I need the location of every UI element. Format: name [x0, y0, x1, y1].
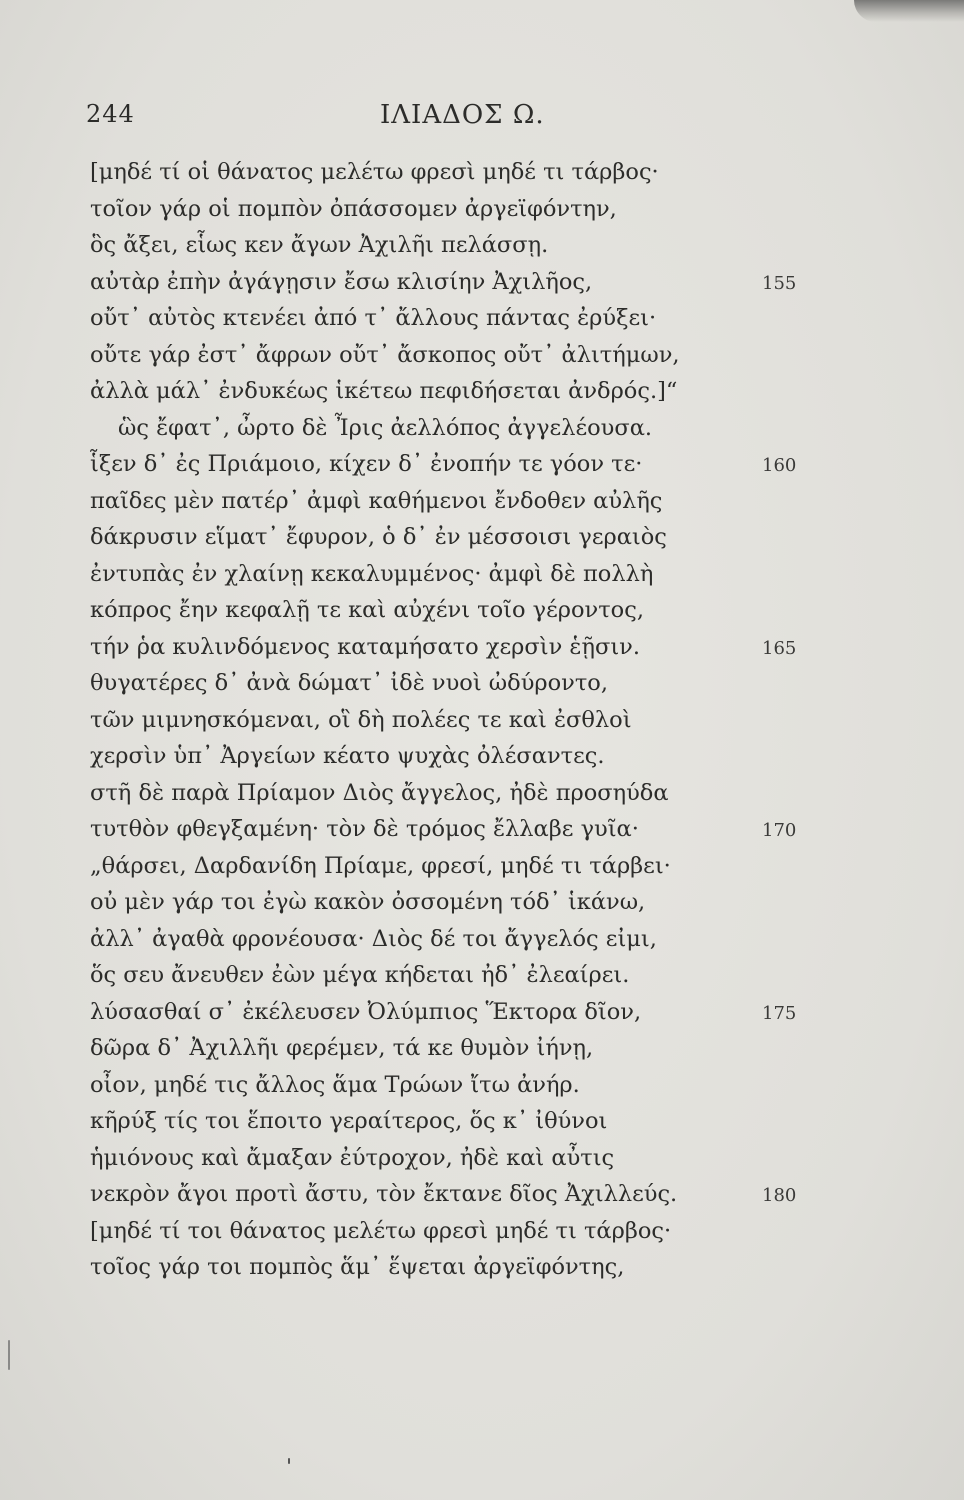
verse-line-text: ὅς σευ ἄνευθεν ἐὼν μέγα κήδεται ἠδ᾽ ἐλεαίρει.	[90, 962, 630, 988]
verse-line-text: στῆ δὲ παρὰ Πρίαμον Διὸς ἄγγελος, ἠδὲ προσηύδα	[90, 779, 669, 806]
line-number: 175	[762, 1002, 797, 1024]
verse-line	[0, 1143, 964, 1180]
verse-line-text: κῆρύξ τίς τοι ἕποιτο γεραίτερος, ὅς κ᾽ ἰθύνοι	[90, 1108, 608, 1134]
print-speck	[288, 1458, 290, 1464]
verse-line-text: ὣς ἔφατ᾽, ὦρτο δὲ Ἶρις ἀελλόπος ἀγγελέουσα.	[118, 414, 653, 441]
verse-line-text: ἷξεν δ᾽ ἐς Πριάμοιο, κίχεν δ᾽ ἐνοπήν τε γόον τε·	[90, 451, 643, 477]
verse-line	[0, 376, 964, 413]
verse-line	[0, 851, 964, 888]
verse-line	[0, 595, 964, 632]
verse-line-text: λύσασθαί σ᾽ ἐκέλευσεν Ὀλύμπιος Ἕκτορα δῖον,	[90, 998, 642, 1025]
page-corner-smudge	[854, 0, 964, 22]
verse-line-text: αὐτὰρ ἐπὴν ἀγάγῃσιν ἔσω κλισίην Ἀχιλῆος,	[90, 268, 593, 295]
verse-line	[0, 267, 964, 304]
verse-line-text: ὃς ἄξει, εἷως κεν ἄγων Ἀχιλῆι πελάσσῃ.	[90, 232, 549, 258]
verse-line-text: κόπρος ἔην κεφαλῇ τε καὶ αὐχένι τοῖο γέροντος,	[90, 597, 644, 623]
verse-line-text: [μηδέ τί τοι θάνατος μελέτω φρεσὶ μηδέ τι τάρβος·	[90, 1217, 672, 1244]
line-number: 170	[762, 820, 797, 841]
verse-line	[0, 1252, 964, 1289]
verse-line	[0, 1179, 964, 1216]
line-number: 180	[762, 1185, 797, 1206]
verse-line	[0, 1106, 964, 1143]
verse-line-text: οἶον, μηδέ τις ἄλλος ἅμα Τρώων ἴτω ἀνήρ.	[90, 1071, 580, 1098]
verse-line-text: δάκρυσιν εἵματ᾽ ἔφυρον, ὁ δ᾽ ἐν μέσσοισι γεραιὸς	[90, 524, 667, 550]
verse-line	[0, 997, 964, 1034]
verse-line	[0, 778, 964, 815]
verse-line-text: τοῖον γάρ οἱ πομπὸν ὀπάσσομεν ἀργεϊφόντην,	[90, 195, 617, 222]
verse-line-text: ἐντυπὰς ἐν χλαίνῃ κεκαλυμμένος· ἀμφὶ δὲ πολλὴ	[90, 560, 654, 587]
line-number: 160	[762, 455, 797, 476]
verse-line-text: χερσὶν ὑπ᾽ Ἀργείων κέατο ψυχὰς ὀλέσαντες.	[90, 743, 605, 769]
verse-line-text: „θάρσει, Δαρδανίδη Πρίαμε, φρεσί, μηδέ τι τάρβει·	[90, 852, 671, 879]
verse-line-text: ἡμιόνους καὶ ἄμαξαν ἐύτροχον, ἠδὲ καὶ αὖτις	[90, 1144, 615, 1171]
page-header	[0, 100, 964, 140]
verse-line-text: τοῖος γάρ τοι πομπὸς ἅμ᾽ ἕψεται ἀργεϊφόντης,	[90, 1254, 625, 1280]
verse-line	[0, 668, 964, 705]
verse-line	[0, 1070, 964, 1107]
page-edge-mark	[8, 1340, 10, 1370]
verse-line	[0, 960, 964, 997]
page-number: 244	[86, 100, 135, 128]
verse-line-text: παῖδες μὲν πατέρ᾽ ἀμφὶ καθήμενοι ἔνδοθεν αὐλῆς	[90, 487, 663, 514]
verse-line-text: ἀλλὰ μάλ᾽ ἐνδυκέως ἱκέτεω πεφιδήσεται ἀνδρός.]“	[90, 378, 678, 404]
verse-line-text: οὔτ᾽ αὐτὸς κτενέει ἀπό τ᾽ ἄλλους πάντας ἐρύξει·	[90, 305, 657, 331]
verse-line-text: θυγατέρες δ᾽ ἀνὰ δώματ᾽ ἰδὲ νυοὶ ὠδύροντο,	[90, 670, 608, 696]
verse-line	[0, 157, 964, 194]
line-number: 155	[762, 272, 797, 294]
verse-line-text: τυτθὸν φθεγξαμένη· τὸν δὲ τρόμος ἔλλαβε γυῖα·	[90, 816, 639, 842]
verse-line-text: νεκρὸν ἄγοι προτὶ ἄστυ, τὸν ἔκτανε δῖος Ἀχιλλεύς.	[90, 1181, 678, 1207]
line-number: 165	[762, 637, 797, 659]
verse-line	[0, 303, 964, 340]
verse-line	[0, 814, 964, 851]
verse-line	[0, 1033, 964, 1070]
verse-line	[0, 887, 964, 924]
verse-line-text: δῶρα δ᾽ Ἀχιλλῆι φερέμεν, τά κε θυμὸν ἰήνῃ,	[90, 1035, 594, 1061]
verse-line	[0, 741, 964, 778]
verse-line	[0, 413, 964, 450]
verse-line	[0, 449, 964, 486]
verse-line	[0, 230, 964, 267]
verse-line	[0, 522, 964, 559]
verse-line-text: [μηδέ τί οἱ θάνατος μελέτω φρεσὶ μηδέ τι τάρβος·	[90, 159, 659, 185]
verse-line	[0, 486, 964, 523]
verse-line	[0, 340, 964, 377]
verse-line	[0, 924, 964, 961]
verse-line-text: οὔτε γάρ ἐστ᾽ ἄφρων οὔτ᾽ ἄσκοπος οὔτ᾽ ἀλιτήμων,	[90, 341, 680, 368]
verse-line	[0, 632, 964, 669]
verse-line	[0, 705, 964, 742]
verse-line-text: τήν ῥα κυλινδόμενος καταμήσατο χερσὶν ἑῇσιν.	[90, 633, 640, 660]
verse-line	[0, 559, 964, 596]
verse-line-text: τῶν μιμνησκόμεναι, οἳ δὴ πολέες τε καὶ ἐσθλοὶ	[90, 706, 632, 733]
verse-line-text: οὐ μὲν γάρ τοι ἐγὼ κακὸν ὀσσομένη τόδ᾽ ἱκάνω,	[90, 889, 646, 915]
running-head: ΙΛΙΑΔΟΣ Ω.	[380, 100, 545, 130]
verse-line-text: ἀλλ᾽ ἀγαθὰ φρονέουσα· Διὸς δέ τοι ἄγγελός εἰμι,	[90, 925, 657, 952]
verse-text-block	[0, 157, 964, 1289]
verse-line	[0, 1216, 964, 1253]
verse-line	[0, 194, 964, 231]
